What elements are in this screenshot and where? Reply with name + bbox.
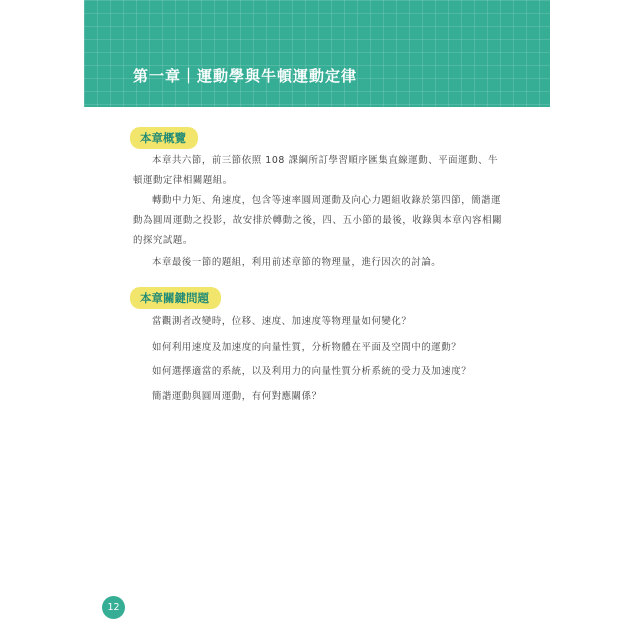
chapter-header-banner: [84, 0, 550, 107]
chapter-title: 第一章｜運動學與牛頓運動定律: [133, 67, 358, 85]
overview-badge: 本章概覽: [130, 127, 198, 149]
key-question-item: 如何選擇適當的系統，以及利用力的向量性質分析系統的受力及加速度？: [152, 366, 472, 377]
key-question-item: 如何利用速度及加速度的向量性質，分析物體在平面及空間中的運動？: [152, 342, 462, 353]
key-question-item: 簡諧運動與圓周運動，有何對應關係？: [152, 391, 322, 402]
page-number: 12: [102, 596, 125, 619]
overview-paragraph: 本章共六節，前三節依照 108 課綱所訂學習順序匯集直線運動、平面運動、牛頓運動定律相關題組。: [133, 155, 499, 186]
overview-paragraph: 本章最後一節的題組，利用前述章節的物理量，進行因次的討論。: [152, 257, 442, 268]
key-questions-badge: 本章關鍵問題: [130, 287, 221, 309]
key-question-item: 當觀測者改變時，位移、速度、加速度等物理量如何變化？: [152, 316, 412, 327]
book-page: [84, 0, 550, 640]
overview-paragraph: 轉動中力矩、角速度，包含等速率圓周運動及向心力題組收錄於第四節，簡諧運動為圓周運動之投影，故安排於轉動之後，四、五小節的最後，收錄與本章內容相關的探究試題。: [133, 195, 503, 246]
